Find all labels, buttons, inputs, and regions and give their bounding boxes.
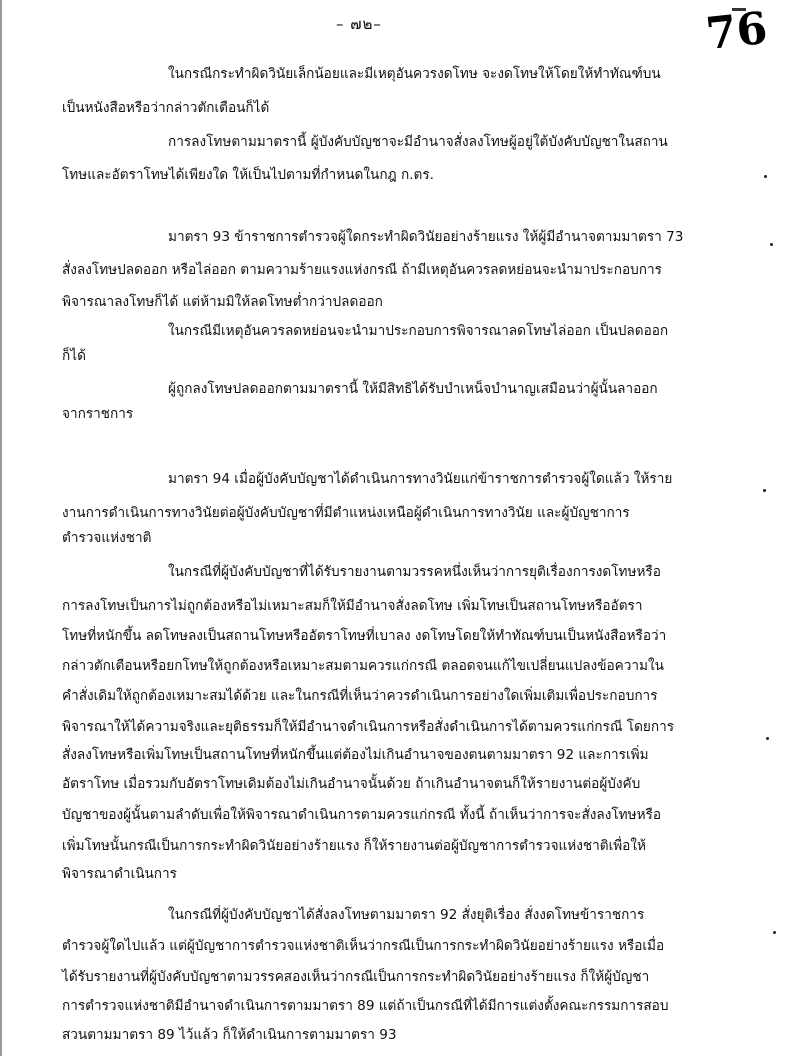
scan-speck — [770, 243, 773, 246]
text-line: กล่าวตักเตือนหรือยกโทษให้ถูกต้องหรือเหมาะสมตามควรแก่กรณี ตลอดจนแก้ไขเปลี่ยนแปลงข้อความใน — [62, 658, 664, 674]
text-line: พิจารณาดำเนินการ — [62, 866, 177, 882]
text-line: เพิ่มโทษนั้นกรณีเป็นการกระทำผิดวินัยอย่างร้ายแรง ก็ให้รายงานต่อผู้บัญชาการตำรวจแห่งชาติเพื่อให้ — [62, 838, 646, 854]
text-line: ในกรณีกระทำผิดวินัยเล็กน้อยและมีเหตุอันควรงดโทษ จะงดโทษให้โดยให้ทำทัณฑ์บน — [168, 66, 661, 82]
text-line: สวนตามมาตรา 89 ไว้แล้ว ก็ให้ดำเนินการตามมาตรา 93 — [62, 1027, 397, 1043]
text-line: มาตรา 93 ข้าราชการตำรวจผู้ใดกระทำผิดวินัยอย่างร้ายแรง ให้ผู้มีอำนาจตามมาตรา 73 — [168, 229, 684, 245]
scan-speck — [763, 489, 766, 492]
page-number: – ๗๒– — [336, 15, 382, 33]
text-line: โทษและอัตราโทษได้เพียงใด ให้เป็นไปตามที่กำหนดในกฎ ก.ตร. — [62, 167, 434, 183]
text-line: บัญชาของผู้นั้นตามลำดับเพื่อให้พิจารณาดำเนินการตามควรแก่กรณี ทั้งนี้ ถ้าเห็นว่าการจะสั่งลงโทษหรือ — [62, 807, 662, 823]
text-line: ตำรวจผู้ใดไปแล้ว แต่ผู้บัญชาการตำรวจแห่งชาติเห็นว่ากรณีเป็นการกระทำผิดวินัยอย่างร้ายแรง หรือเมื่อ — [62, 938, 665, 954]
scan-speck — [764, 175, 767, 178]
text-line: ในกรณีที่ผู้บังคับบัญชาได้สั่งลงโทษตามมาตรา 92 สั่งยุติเรื่อง สั่งงดโทษข้าราชการ — [168, 907, 645, 923]
scan-speck — [766, 737, 769, 740]
text-line: เป็นหนังสือหรือว่ากล่าวตักเตือนก็ได้ — [62, 100, 270, 116]
text-line: สั่งลงโทษปลดออก หรือไล่ออก ตามความร้ายแรงแห่งกรณี ถ้ามีเหตุอันควรลดหย่อนจะนำมาประกอบการ — [62, 262, 662, 278]
scan-speck — [773, 931, 776, 934]
text-line: การลงโทษตามมาตรานี้ ผู้บังคับบัญชาจะมีอำนาจสั่งลงโทษผู้อยู่ใต้บังคับบัญชาในสถาน — [168, 134, 668, 150]
text-line: งานการดำเนินการทางวินัยต่อผู้บังคับบัญชาที่มีตำแหน่งเหนือผู้ดำเนินการทางวินัย และผู้บัญชาการ — [62, 505, 630, 521]
text-line: พิจารณาให้ได้ความจริงและยุติธรรมก็ให้มีอำนาจดำเนินการหรือสั่งดำเนินการได้ตามควรแก่กรณี โดยการ — [62, 719, 675, 735]
text-line: การตำรวจแห่งชาติมีอำนาจดำเนินการตามมาตรา 89 แต่ถ้าเป็นกรณีที่ได้มีการแต่งตั้งคณะกรรมการสอบ — [62, 998, 669, 1014]
text-line: อัตราโทษ เมื่อรวมกับอัตราโทษเดิมต้องไม่เกินอำนาจนั้นด้วย ถ้าเกินอำนาจตนก็ให้รายงานต่อผู้บังคับ — [62, 776, 641, 792]
text-line: คำสั่งเดิมให้ถูกต้องเหมาะสมได้ด้วย และในกรณีที่เห็นว่าควรดำเนินการอย่างใดเพิ่มเติมเพื่อประกอบการ — [62, 688, 658, 704]
text-line: ตำรวจแห่งชาติ — [62, 530, 152, 546]
text-line: จากราชการ — [62, 406, 134, 422]
text-line: มาตรา 94 เมื่อผู้บังคับบัญชาได้ดำเนินการทางวินัยแก่ข้าราชการตำรวจผู้ใดแล้ว ให้ราย — [168, 471, 673, 487]
text-line: สั่งลงโทษหรือเพิ่มโทษเป็นสถานโทษที่หนักขึ้นแต่ต้องไม่เกินอำนาจของตนตามมาตรา 92 และการเพิ่ม — [62, 747, 649, 763]
text-line: การลงโทษเป็นการไม่ถูกต้องหรือไม่เหมาะสมก็ให้มีอำนาจสั่งลดโทษ เพิ่มโทษเป็นสถานโทษหรืออัตรา — [62, 598, 643, 614]
text-line: ผู้ถูกลงโทษปลดออกตามมาตรานี้ ให้มีสิทธิได้รับบำเหน็จบำนาญเสมือนว่าผู้นั้นลาออก — [168, 381, 658, 397]
text-line: พิจารณาลงโทษก็ได้ แต่ห้ามมิให้ลดโทษต่ำกว่าปลดออก — [62, 294, 383, 310]
handwritten-page-number: 76 — [703, 2, 770, 61]
text-line: ในกรณีที่ผู้บังคับบัญชาที่ได้รับรายงานตามวรรคหนึ่งเห็นว่าการยุติเรื่องการงดโทษหรือ — [168, 564, 661, 580]
scan-edge — [0, 0, 2, 1056]
text-line: ก็ได้ — [62, 348, 86, 364]
text-line: ได้รับรายงานที่ผู้บังคับบัญชาตามวรรคสองเห็นว่ากรณีเป็นการกระทำผิดวินัยอย่างร้ายแรง ก็ให้ผู้บัญชา — [62, 969, 650, 985]
text-line: โทษที่หนักขึ้น ลดโทษลงเป็นสถานโทษหรืออัตราโทษที่เบาลง งดโทษโดยให้ทำทัณฑ์บนเป็นหนังสือหรือว่า — [62, 628, 667, 644]
text-line: ในกรณีมีเหตุอันควรลดหย่อนจะนำมาประกอบการพิจารณาลดโทษไล่ออก เป็นปลดออก — [168, 323, 669, 339]
